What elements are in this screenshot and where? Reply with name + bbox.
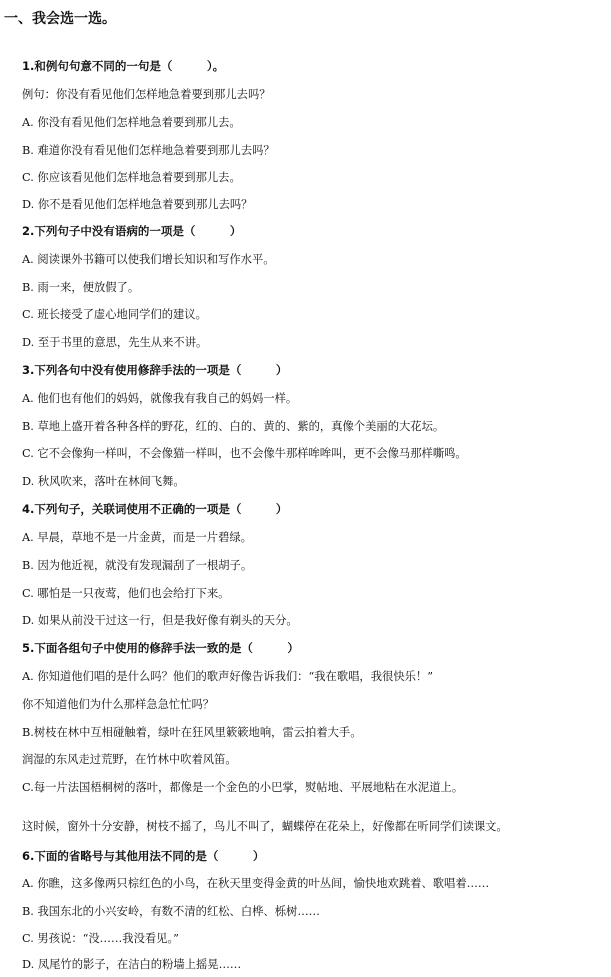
- question-5-option-a-line-1: A. 你知道他们唱的是什么吗？他们的歌声好像告诉我们：“我在歌唱，我很快乐！”: [22, 670, 433, 683]
- question-3-option-b: B. 草地上盛开着各种各样的野花，红的、白的、黄的、紫的，真像个美丽的大花坛。: [22, 420, 445, 433]
- question-1-option-a: A. 你没有看见他们怎样地急着要到那儿去。: [22, 116, 241, 129]
- question-4-option-a: A. 早晨，草地不是一片金黄，而是一片碧绿。: [22, 531, 252, 544]
- question-3-option-a: A. 他们也有他们的妈妈，就像我有我自己的妈妈一样。: [22, 392, 298, 405]
- question-5-option-b-line-1: B.树枝在林中互相碰触着，绿叶在狂风里簌簌地响，雷云拍着大手。: [22, 726, 362, 739]
- question-5-option-c-line-1: C.每一片法国梧桐树的落叶，都像是一个金色的小巴掌，熨帖地、平展地粘在水泥道上。: [22, 781, 464, 794]
- question-6-option-c: C. 男孩说：“没……我没看见。”: [22, 932, 179, 945]
- question-1-option-b: B. 难道你没有看见他们怎样地急着要到那儿去吗？: [22, 144, 275, 157]
- question-1-title: 1.和例句句意不同的一句是（ ）。: [22, 59, 225, 73]
- question-1-example: 例句：你没有看见他们怎样地急着要到那儿去吗？: [22, 88, 271, 101]
- question-5-option-b-line-2: 润湿的东风走过荒野，在竹林中吹着风笛。: [22, 753, 237, 766]
- question-6-option-a: A. 你瞧，这多像两只棕红色的小鸟，在秋天里变得金黄的叶丛间，愉快地欢跳着、歌唱着……: [22, 877, 490, 890]
- question-1-option-d: D. 你不是看见他们怎样地急着要到那儿去吗？: [22, 198, 253, 211]
- question-6-option-b: B. 我国东北的小兴安岭，有数不清的红松、白桦、栎树……: [22, 905, 320, 918]
- question-3-option-d: D. 秋风吹来，落叶在林间飞舞。: [22, 475, 185, 488]
- question-6-option-d: D. 凤尾竹的影子，在洁白的粉墙上摇晃……: [22, 958, 242, 971]
- question-3-option-c: C. 它不会像狗一样叫，不会像猫一样叫，也不会像牛那样哞哞叫，更不会像马那样嘶鸣。: [22, 447, 467, 460]
- question-2-option-a: A. 阅读课外书籍可以使我们增长知识和写作水平。: [22, 253, 275, 266]
- section-title: 一、我会选一选。: [4, 11, 116, 27]
- question-4-option-d: D. 如果从前没干过这一行，但是我好像有剃头的天分。: [22, 614, 298, 627]
- question-4-option-b: B. 因为他近视，就没有发现漏刮了一根胡子。: [22, 559, 253, 572]
- question-5-title: 5.下面各组句子中使用的修辞手法一致的是（ ）: [22, 641, 299, 655]
- question-2-title: 2.下列句子中没有语病的一项是（ ）: [22, 224, 242, 238]
- question-5-option-c-line-2: 这时候，窗外十分安静，树枝不摇了，鸟儿不叫了，蝴蝶停在花朵上，好像都在听同学们读课文。: [22, 820, 508, 833]
- question-4-title: 4.下列句子，关联词使用不正确的一项是（ ）: [22, 502, 288, 516]
- question-2-option-d: D. 至于书里的意思，先生从来不讲。: [22, 336, 208, 349]
- question-5-option-a-line-2: 你不知道他们为什么那样急急忙忙吗？: [22, 698, 215, 711]
- question-3-title: 3.下列各句中没有使用修辞手法的一项是（ ）: [22, 363, 288, 377]
- question-4-option-c: C. 哪怕是一只夜莺，他们也会给打下来。: [22, 587, 230, 600]
- question-2-option-b: B. 雨一来，便放假了。: [22, 281, 140, 294]
- question-6-title: 6.下面的省略号与其他用法不同的是（ ）: [22, 849, 265, 863]
- question-1-option-c: C. 你应该看见他们怎样地急着要到那儿去。: [22, 171, 241, 184]
- question-2-option-c: C. 班长接受了虚心地同学们的建议。: [22, 308, 207, 321]
